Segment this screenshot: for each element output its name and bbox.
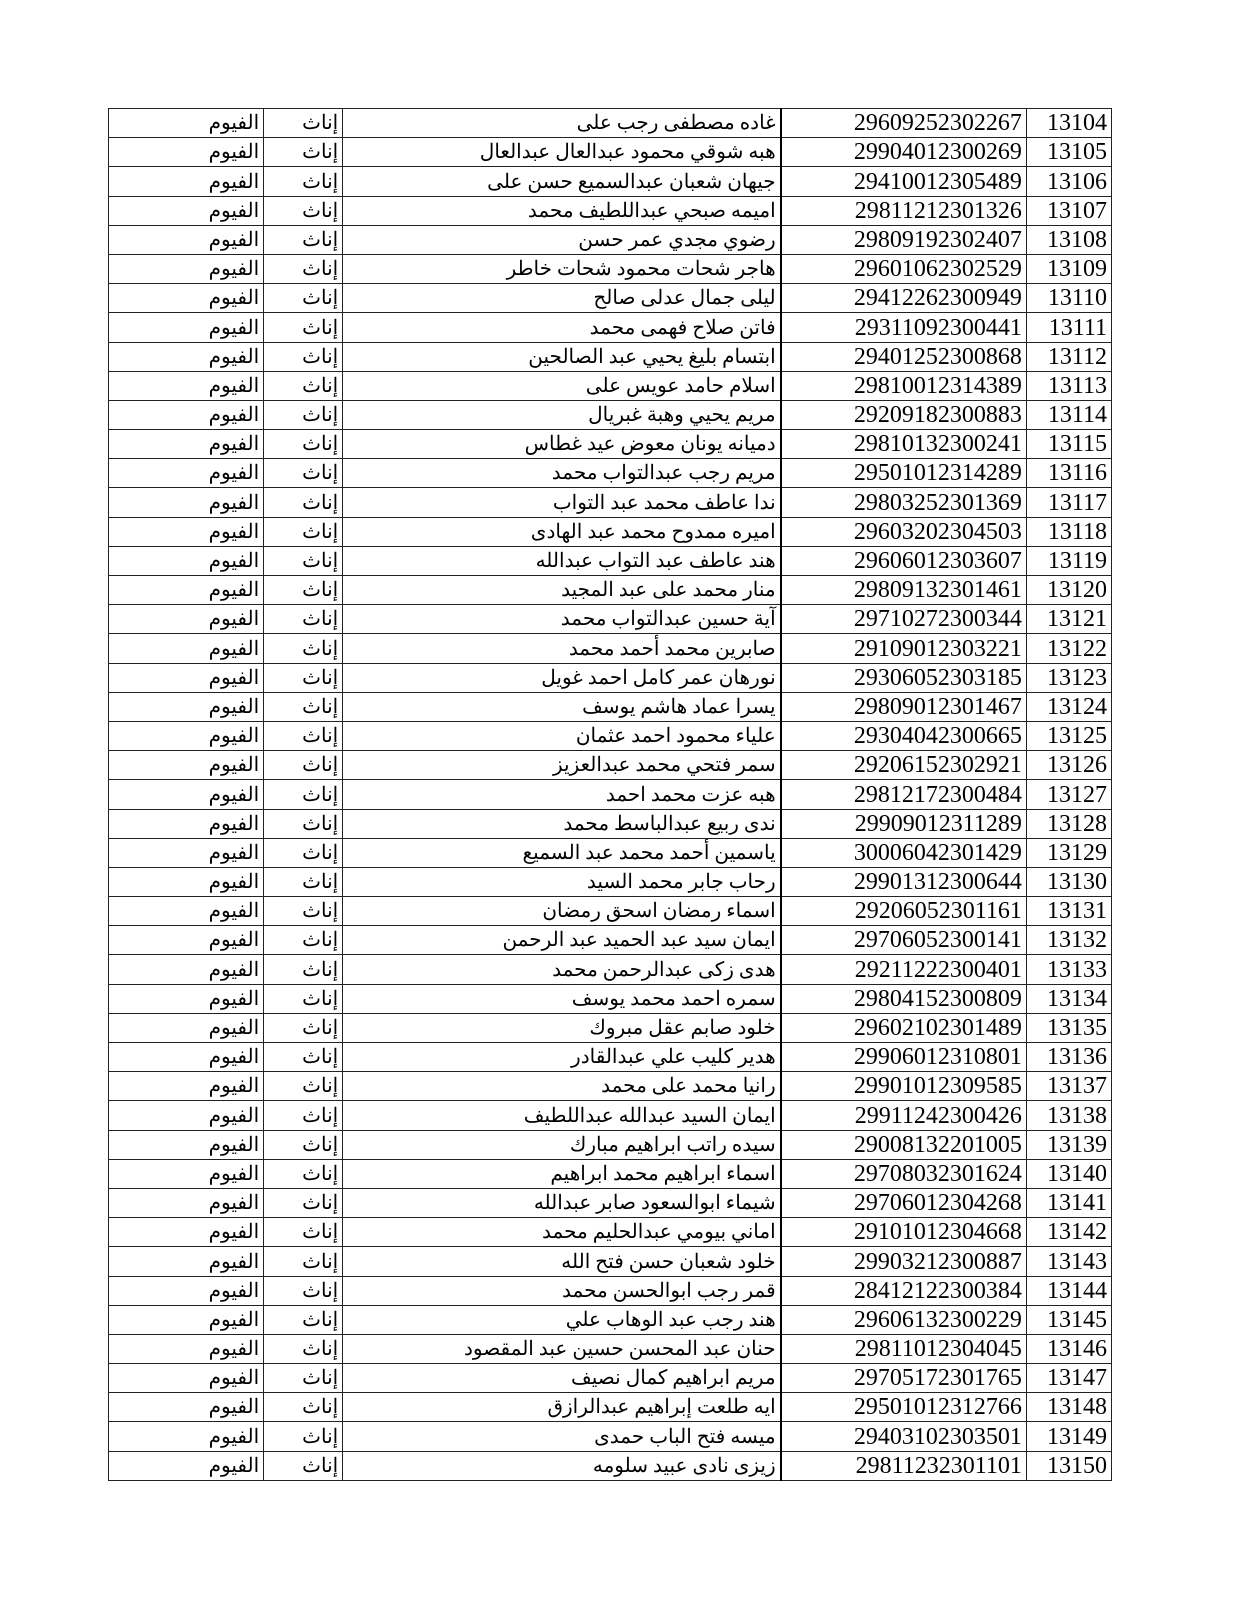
governorate-cell: الفيوم [109,1072,264,1101]
name-cell: صابرين محمد أحمد محمد [343,634,781,663]
national-id-cell: 29211222300401 [781,955,1027,984]
gender-cell: إناث [264,138,343,167]
governorate-cell: الفيوم [109,313,264,342]
governorate-cell: الفيوم [109,1188,264,1217]
table-row [109,196,1112,225]
serial-number-cell: 13105 [1026,138,1111,167]
national-id-cell: 29606012303607 [781,546,1027,575]
gender-cell: إناث [264,1364,343,1393]
name-cell: خلود صابم عقل مبروك [343,1013,781,1042]
serial-number-cell: 13114 [1026,400,1111,429]
name-cell: ابتسام بليغ يحيي عبد الصالحين [343,342,781,371]
gender-cell: إناث [264,546,343,575]
gender-cell: إناث [264,867,343,896]
gender-cell: إناث [264,605,343,634]
name-cell: سمر فتحي محمد عبدالعزيز [343,751,781,780]
name-cell: ايه طلعت إبراهيم عبدالرازق [343,1393,781,1422]
gender-cell: إناث [264,430,343,459]
governorate-cell: الفيوم [109,371,264,400]
gender-cell: إناث [264,167,343,196]
national-id-cell: 29903212300887 [781,1247,1027,1276]
serial-number-cell: 13121 [1026,605,1111,634]
gender-cell: إناث [264,109,343,138]
governorate-cell: الفيوم [109,809,264,838]
name-cell: علياء محمود احمد عثمان [343,721,781,750]
serial-number-cell: 13116 [1026,459,1111,488]
serial-number-cell: 13107 [1026,196,1111,225]
serial-number-cell: 13109 [1026,254,1111,283]
name-cell: اسماء رمضان اسحق رمضان [343,897,781,926]
serial-number-cell: 13112 [1026,342,1111,371]
serial-number-cell: 13118 [1026,517,1111,546]
national-id-cell: 29311092300441 [781,313,1027,342]
national-id-cell: 29812172300484 [781,780,1027,809]
national-id-cell: 29708032301624 [781,1159,1027,1188]
name-cell: مريم ابراهيم كمال نصيف [343,1364,781,1393]
table-row [109,459,1112,488]
table-row [109,371,1112,400]
national-id-cell: 29109012303221 [781,634,1027,663]
name-cell: هند عاطف عبد التواب عبدالله [343,546,781,575]
gender-cell: إناث [264,838,343,867]
name-cell: اميره ممدوح محمد عبد الهادى [343,517,781,546]
name-cell: هدى زكى عبدالرحمن محمد [343,955,781,984]
serial-number-cell: 13142 [1026,1218,1111,1247]
name-cell: هبه شوقي محمود عبدالعال عبدالعال [343,138,781,167]
national-id-cell: 29008132201005 [781,1130,1027,1159]
governorate-cell: الفيوم [109,1013,264,1042]
national-id-cell: 29804152300809 [781,984,1027,1013]
serial-number-cell: 13132 [1026,926,1111,955]
gender-cell: إناث [264,955,343,984]
governorate-cell: الفيوم [109,400,264,429]
table-row [109,430,1112,459]
table-row [109,605,1112,634]
gender-cell: إناث [264,1218,343,1247]
gender-cell: إناث [264,751,343,780]
national-id-cell: 29609252302267 [781,109,1027,138]
table-row [109,1422,1112,1451]
serial-number-cell: 13131 [1026,897,1111,926]
national-id-cell: 29403102303501 [781,1422,1027,1451]
table-row [109,838,1112,867]
serial-number-cell: 13133 [1026,955,1111,984]
serial-number-cell: 13141 [1026,1188,1111,1217]
governorate-cell: الفيوم [109,1159,264,1188]
governorate-cell: الفيوم [109,1101,264,1130]
serial-number-cell: 13145 [1026,1305,1111,1334]
name-cell: ايمان السيد عبدالله عبداللطيف [343,1101,781,1130]
name-cell: رانيا محمد على محمد [343,1072,781,1101]
governorate-cell: الفيوم [109,897,264,926]
table-row [109,634,1112,663]
national-id-cell: 29901012309585 [781,1072,1027,1101]
serial-number-cell: 13127 [1026,780,1111,809]
gender-cell: إناث [264,1334,343,1363]
serial-number-cell: 13124 [1026,692,1111,721]
national-id-cell: 29904012300269 [781,138,1027,167]
national-id-cell: 29601062302529 [781,254,1027,283]
governorate-cell: الفيوم [109,1305,264,1334]
governorate-cell: الفيوم [109,867,264,896]
table-row [109,663,1112,692]
gender-cell: إناث [264,1422,343,1451]
serial-number-cell: 13126 [1026,751,1111,780]
serial-number-cell: 13134 [1026,984,1111,1013]
national-id-cell: 29412262300949 [781,284,1027,313]
name-cell: ميسه فتح الباب حمدى [343,1422,781,1451]
serial-number-cell: 13129 [1026,838,1111,867]
serial-number-cell: 13115 [1026,430,1111,459]
national-id-cell: 29901312300644 [781,867,1027,896]
gender-cell: إناث [264,984,343,1013]
table-row [109,780,1112,809]
gender-cell: إناث [264,1130,343,1159]
national-id-cell: 29803252301369 [781,488,1027,517]
gender-cell: إناث [264,780,343,809]
name-cell: اسلام حامد عويس على [343,371,781,400]
gender-cell: إناث [264,721,343,750]
governorate-cell: الفيوم [109,517,264,546]
national-id-cell: 29710272300344 [781,605,1027,634]
national-id-cell: 29705172301765 [781,1364,1027,1393]
serial-number-cell: 13130 [1026,867,1111,896]
national-id-cell: 28412122300384 [781,1276,1027,1305]
national-id-cell: 29101012304668 [781,1218,1027,1247]
name-cell: دميانه يونان معوض عيد غطاس [343,430,781,459]
governorate-cell: الفيوم [109,984,264,1013]
serial-number-cell: 13140 [1026,1159,1111,1188]
name-cell: ليلى جمال عدلى صالح [343,284,781,313]
name-cell: مريم يحيي وهبة غبريال [343,400,781,429]
governorate-cell: الفيوم [109,838,264,867]
national-id-cell: 30006042301429 [781,838,1027,867]
table-row [109,1101,1112,1130]
table-row [109,400,1112,429]
gender-cell: إناث [264,1013,343,1042]
national-id-cell: 29706052300141 [781,926,1027,955]
table-row [109,342,1112,371]
gender-cell: إناث [264,663,343,692]
serial-number-cell: 13117 [1026,488,1111,517]
national-id-cell: 29809132301461 [781,576,1027,605]
gender-cell: إناث [264,634,343,663]
table-row [109,1043,1112,1072]
gender-cell: إناث [264,1247,343,1276]
governorate-cell: الفيوم [109,1276,264,1305]
gender-cell: إناث [264,1072,343,1101]
serial-number-cell: 13122 [1026,634,1111,663]
national-id-cell: 29810132300241 [781,430,1027,459]
name-cell: هند رجب عبد الوهاب علي [343,1305,781,1334]
name-cell: حنان عبد المحسن حسين عبد المقصود [343,1334,781,1363]
serial-number-cell: 13125 [1026,721,1111,750]
governorate-cell: الفيوم [109,605,264,634]
name-cell: اماني بيومي عبدالحليم محمد [343,1218,781,1247]
national-id-cell: 29603202304503 [781,517,1027,546]
governorate-cell: الفيوم [109,1451,264,1480]
governorate-cell: الفيوم [109,430,264,459]
table-row [109,984,1112,1013]
name-cell: رحاب جابر محمد السيد [343,867,781,896]
governorate-cell: الفيوم [109,254,264,283]
governorate-cell: الفيوم [109,692,264,721]
table-row [109,546,1112,575]
national-id-cell: 29206052301161 [781,897,1027,926]
table-row [109,1013,1112,1042]
table-row [109,751,1112,780]
name-cell: شيماء ابوالسعود صابر عبدالله [343,1188,781,1217]
serial-number-cell: 13137 [1026,1072,1111,1101]
serial-number-cell: 13120 [1026,576,1111,605]
name-cell: نورهان عمر كامل احمد غويل [343,663,781,692]
serial-number-cell: 13111 [1026,313,1111,342]
name-cell: هاجر شحات محمود شحات خاطر [343,254,781,283]
table-row [109,1276,1112,1305]
governorate-cell: الفيوم [109,1247,264,1276]
governorate-cell: الفيوم [109,955,264,984]
national-id-cell: 29501012314289 [781,459,1027,488]
national-id-cell: 29306052303185 [781,663,1027,692]
table-row [109,254,1112,283]
gender-cell: إناث [264,284,343,313]
serial-number-cell: 13146 [1026,1334,1111,1363]
serial-number-cell: 13113 [1026,371,1111,400]
national-id-cell: 29304042300665 [781,721,1027,750]
name-cell: خلود شعبان حسن فتح الله [343,1247,781,1276]
table-row [109,867,1112,896]
table-row [109,138,1112,167]
governorate-cell: الفيوم [109,780,264,809]
serial-number-cell: 13143 [1026,1247,1111,1276]
name-cell: مريم رجب عبدالتواب محمد [343,459,781,488]
national-id-cell: 29811212301326 [781,196,1027,225]
serial-number-cell: 13108 [1026,225,1111,254]
table-row [109,1218,1112,1247]
governorate-cell: الفيوم [109,1043,264,1072]
gender-cell: إناث [264,926,343,955]
national-id-cell: 29909012311289 [781,809,1027,838]
serial-number-cell: 13128 [1026,809,1111,838]
table-row [109,225,1112,254]
table-row [109,517,1112,546]
governorate-cell: الفيوم [109,1334,264,1363]
gender-cell: إناث [264,313,343,342]
gender-cell: إناث [264,1451,343,1480]
serial-number-cell: 13148 [1026,1393,1111,1422]
name-cell: ايمان سيد عبد الحميد عبد الرحمن [343,926,781,955]
name-cell: سيده راتب ابراهيم مبارك [343,1130,781,1159]
serial-number-cell: 13119 [1026,546,1111,575]
national-id-cell: 29410012305489 [781,167,1027,196]
serial-number-cell: 13110 [1026,284,1111,313]
gender-cell: إناث [264,196,343,225]
name-cell: زيزى نادى عبيد سلومه [343,1451,781,1480]
name-cell: اميمه صبحي عبداللطيف محمد [343,196,781,225]
gender-cell: إناث [264,459,343,488]
table-row [109,284,1112,313]
gender-cell: إناث [264,488,343,517]
governorate-cell: الفيوم [109,488,264,517]
table-row [109,809,1112,838]
gender-cell: إناث [264,1393,343,1422]
gender-cell: إناث [264,225,343,254]
governorate-cell: الفيوم [109,1364,264,1393]
name-cell: قمر رجب ابوالحسن محمد [343,1276,781,1305]
national-id-cell: 29811232301101 [781,1451,1027,1480]
gender-cell: إناث [264,1043,343,1072]
governorate-cell: الفيوم [109,138,264,167]
governorate-cell: الفيوم [109,721,264,750]
national-id-cell: 29811012304045 [781,1334,1027,1363]
gender-cell: إناث [264,1159,343,1188]
governorate-cell: الفيوم [109,459,264,488]
serial-number-cell: 13106 [1026,167,1111,196]
national-id-cell: 29809192302407 [781,225,1027,254]
national-id-cell: 29209182300883 [781,400,1027,429]
serial-number-cell: 13104 [1026,109,1111,138]
national-id-cell: 29810012314389 [781,371,1027,400]
table-row [109,1247,1112,1276]
gender-cell: إناث [264,692,343,721]
name-cell: جيهان شعبان عبدالسميع حسن على [343,167,781,196]
name-cell: آية حسين عبدالتواب محمد [343,605,781,634]
table-row [109,1072,1112,1101]
gender-cell: إناث [264,576,343,605]
gender-cell: إناث [264,1276,343,1305]
gender-cell: إناث [264,1188,343,1217]
name-cell: رضوي مجدي عمر حسن [343,225,781,254]
serial-number-cell: 13150 [1026,1451,1111,1480]
records-body [109,109,1112,1481]
table-row [109,1364,1112,1393]
name-cell: منار محمد على عبد المجيد [343,576,781,605]
table-row [109,955,1112,984]
governorate-cell: الفيوم [109,1393,264,1422]
national-id-cell: 29906012310801 [781,1043,1027,1072]
table-row [109,488,1112,517]
name-cell: هدير كليب علي عبدالقادر [343,1043,781,1072]
table-row [109,1130,1112,1159]
name-cell: غاده مصطفى رجب على [343,109,781,138]
national-id-cell: 29602102301489 [781,1013,1027,1042]
serial-number-cell: 13138 [1026,1101,1111,1130]
gender-cell: إناث [264,1101,343,1130]
name-cell: ندا عاطف محمد عبد التواب [343,488,781,517]
governorate-cell: الفيوم [109,1218,264,1247]
governorate-cell: الفيوم [109,546,264,575]
national-id-cell: 29501012312766 [781,1393,1027,1422]
gender-cell: إناث [264,371,343,400]
name-cell: فاتن صلاح فهمى محمد [343,313,781,342]
governorate-cell: الفيوم [109,751,264,780]
table-row [109,692,1112,721]
table-row [109,721,1112,750]
name-cell: سمره احمد محمد يوسف [343,984,781,1013]
gender-cell: إناث [264,517,343,546]
governorate-cell: الفيوم [109,225,264,254]
serial-number-cell: 13144 [1026,1276,1111,1305]
name-cell: ياسمين أحمد محمد عبد السميع [343,838,781,867]
governorate-cell: الفيوم [109,196,264,225]
national-id-cell: 29606132300229 [781,1305,1027,1334]
national-id-cell: 29809012301467 [781,692,1027,721]
governorate-cell: الفيوم [109,342,264,371]
table-row [109,109,1112,138]
serial-number-cell: 13135 [1026,1013,1111,1042]
governorate-cell: الفيوم [109,284,264,313]
governorate-cell: الفيوم [109,1422,264,1451]
national-id-cell: 29706012304268 [781,1188,1027,1217]
gender-cell: إناث [264,1305,343,1334]
gender-cell: إناث [264,809,343,838]
table-row [109,897,1112,926]
governorate-cell: الفيوم [109,167,264,196]
national-id-cell: 29206152302921 [781,751,1027,780]
serial-number-cell: 13123 [1026,663,1111,692]
table-row [109,576,1112,605]
governorate-cell: الفيوم [109,926,264,955]
table-row [109,1451,1112,1480]
table-row [109,1334,1112,1363]
table-row [109,1305,1112,1334]
table-row [109,1159,1112,1188]
table-row [109,926,1112,955]
serial-number-cell: 13149 [1026,1422,1111,1451]
gender-cell: إناث [264,254,343,283]
name-cell: ندى ربيع عبدالباسط محمد [343,809,781,838]
table-row [109,1393,1112,1422]
national-id-cell: 29911242300426 [781,1101,1027,1130]
gender-cell: إناث [264,400,343,429]
serial-number-cell: 13139 [1026,1130,1111,1159]
name-cell: يسرا عماد هاشم يوسف [343,692,781,721]
table-row [109,1188,1112,1217]
table-row [109,167,1112,196]
governorate-cell: الفيوم [109,576,264,605]
name-cell: هبه عزت محمد احمد [343,780,781,809]
national-id-cell: 29401252300868 [781,342,1027,371]
governorate-cell: الفيوم [109,1130,264,1159]
gender-cell: إناث [264,897,343,926]
table-row [109,313,1112,342]
name-cell: اسماء ابراهيم محمد ابراهيم [343,1159,781,1188]
serial-number-cell: 13136 [1026,1043,1111,1072]
gender-cell: إناث [264,342,343,371]
governorate-cell: الفيوم [109,634,264,663]
governorate-cell: الفيوم [109,663,264,692]
records-table [108,108,1112,1481]
governorate-cell: الفيوم [109,109,264,138]
serial-number-cell: 13147 [1026,1364,1111,1393]
